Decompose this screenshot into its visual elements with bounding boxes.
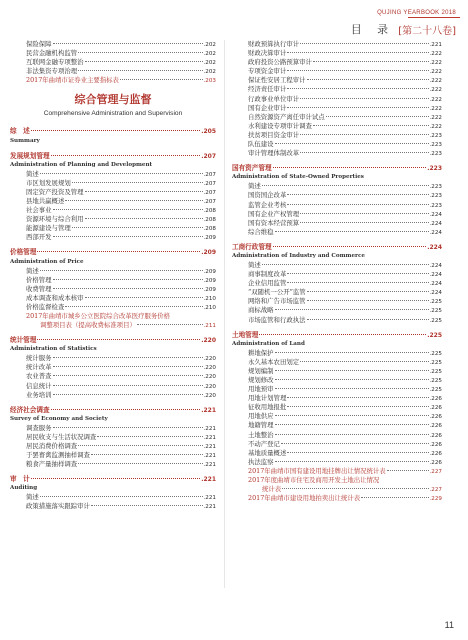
toc-entry[interactable] — [232, 358, 442, 367]
section-en: Administration of Statistics — [10, 346, 97, 353]
entry-page: .221 — [429, 42, 442, 48]
entry-label: 农业普查 — [26, 372, 52, 381]
entry-page: .208 — [203, 208, 216, 215]
toc-entry[interactable] — [10, 433, 216, 442]
entry-label: 水利建设专项审计调查 — [248, 121, 312, 130]
entry-page: .203 — [203, 78, 216, 85]
toc-entry-table[interactable] — [10, 312, 216, 321]
entry-page: .221 — [203, 434, 216, 441]
entry-page: .222 — [429, 114, 442, 121]
entry-page: .209 — [203, 235, 216, 242]
entry-label: 综合维稳 — [248, 227, 274, 236]
entry-label: 行政事业单位审计 — [248, 94, 300, 103]
toc-entry[interactable] — [232, 140, 442, 149]
entry-label: 市区划发展规划 — [26, 178, 71, 187]
tudi-list — [232, 349, 442, 467]
entry-label: 执法监察 — [248, 457, 274, 466]
column-divider — [224, 40, 225, 588]
toc-entry[interactable] — [10, 58, 216, 67]
entry-label: 居民消费价格调查 — [26, 442, 78, 450]
toc-entry-table[interactable] — [232, 476, 442, 485]
toc-entry[interactable] — [232, 58, 442, 67]
entry-label: 2017年度曲靖市住宅及商用开发土地出让情况 — [248, 476, 380, 485]
fazhan-list — [10, 170, 216, 243]
entry-label: 固定资产投资及管理 — [26, 187, 84, 196]
section-en: Administration of Industry and Commerce — [232, 252, 365, 259]
entry-page: .210 — [203, 295, 216, 302]
toc-entry[interactable] — [232, 201, 442, 210]
toc-entry[interactable] — [232, 149, 442, 158]
toc-entry[interactable] — [10, 179, 216, 188]
toc-entry[interactable] — [10, 224, 216, 233]
entry-page: .223 — [429, 132, 442, 139]
entry-page: .209 — [203, 277, 216, 284]
entry-page: .222 — [429, 78, 442, 85]
section-en: Administration of Land — [232, 340, 305, 347]
section-page: .225 — [427, 331, 442, 339]
entry-page: .223 — [429, 184, 442, 191]
entry-page: .222 — [429, 105, 442, 112]
entry-page: .223 — [429, 193, 442, 200]
entry-page: .227 — [429, 468, 442, 475]
entry-page: .223 — [429, 202, 442, 209]
section-label: 审 计 — [10, 475, 30, 484]
toc-entry[interactable] — [10, 67, 216, 76]
section-label: 工商行政管理 — [232, 242, 272, 251]
section-label: 国有资产管理 — [232, 164, 272, 173]
toc-section-zongshu[interactable] — [10, 127, 216, 136]
toc-entry[interactable] — [10, 197, 216, 206]
section-en: Auditing — [10, 485, 38, 492]
section-en: Summary — [10, 137, 40, 144]
entry-page: .225 — [429, 387, 442, 394]
entry-label: 简述 — [248, 182, 261, 191]
entry-page: .207 — [203, 171, 216, 178]
section-en: Administration of State-Owned Properties — [232, 174, 364, 181]
toc-entry[interactable] — [10, 170, 216, 179]
entry-page: .221 — [203, 504, 216, 511]
entry-label: 统计表 — [262, 485, 282, 494]
toc-entry[interactable] — [232, 385, 442, 394]
toc-section-shenji[interactable] — [10, 475, 216, 484]
entry-label: 不动产登记 — [248, 439, 280, 448]
header-rule — [408, 17, 460, 18]
section-page: .207 — [201, 152, 216, 160]
entry-label: 基地质量概述 — [248, 448, 287, 457]
entry-page: .202 — [203, 42, 216, 48]
entry-label: “双随机一公开”监管 — [248, 288, 306, 297]
entry-label: 地籍管理 — [248, 421, 274, 430]
entry-page: .226 — [429, 432, 442, 439]
entry-page: .222 — [429, 51, 442, 58]
tongji-list — [10, 354, 216, 399]
entry-page: .223 — [429, 151, 442, 158]
entry-label: 征收用地报批 — [248, 403, 287, 412]
entry-page: .224 — [429, 211, 442, 218]
entry-label: 简述 — [26, 169, 39, 178]
entry-label: 政府投资公路预算审计 — [248, 58, 312, 67]
toc-entry[interactable] — [232, 376, 442, 385]
entry-label: 2017年曲靖市证券业主要指标表 — [26, 76, 119, 85]
section-page: .221 — [201, 406, 216, 414]
entry-page: .220 — [203, 356, 216, 363]
toc-section-tudi[interactable] — [232, 331, 442, 340]
entry-page: .226 — [429, 405, 442, 412]
toc-right-column — [232, 40, 442, 503]
entry-label: 非法集资专项治理 — [26, 67, 78, 76]
entry-label: 用地预审 — [248, 385, 274, 394]
entry-label: 审计管理体制改革 — [248, 149, 300, 158]
entry-label: 2017年曲靖市城乡公立医院综合改革医疗服务价格 — [26, 311, 171, 320]
entry-page: .226 — [429, 396, 442, 403]
entry-label: 用地供应 — [248, 412, 274, 421]
entry-label: 业务培训 — [26, 390, 52, 399]
entry-page: .209 — [203, 268, 216, 275]
entry-page: .221 — [203, 495, 216, 502]
toc-entry[interactable] — [232, 191, 442, 200]
entry-label: 于罢畜禽监测抽样调查 — [26, 451, 90, 460]
gongshang-list — [232, 261, 442, 325]
section-en: Administration of Planning and Development — [10, 161, 153, 168]
entry-label: 互联网金融专项整治 — [26, 58, 84, 67]
entry-label: 网络和广告市场监管 — [248, 297, 306, 306]
toc-entry[interactable] — [232, 228, 442, 237]
toc-entry[interactable] — [10, 294, 216, 303]
entry-label: 队伍建设 — [248, 140, 274, 149]
entry-page: .221 — [203, 453, 216, 460]
entry-page: .229 — [429, 496, 442, 503]
toc-entry[interactable] — [232, 261, 442, 270]
entry-page: .225 — [429, 299, 442, 306]
jiage-list — [10, 267, 216, 312]
entry-label: 规划编制 — [248, 366, 274, 375]
toc-entry[interactable] — [232, 85, 442, 94]
toc-left-column — [10, 40, 216, 512]
entry-page: .220 — [203, 374, 216, 381]
contents-label: 目 录 — [350, 23, 395, 36]
entry-page: .226 — [429, 450, 442, 457]
entry-page: .207 — [203, 180, 216, 187]
entry-label: 居民收支与生活状况调查 — [26, 432, 97, 441]
section-label: 发展规划管理 — [10, 151, 50, 160]
toc-entry-table[interactable] — [232, 467, 442, 476]
entry-label: 政策措施落实跟踪审计 — [26, 502, 90, 511]
toc-entry[interactable] — [10, 382, 216, 391]
entry-page: .224 — [429, 281, 442, 288]
toc-entry[interactable] — [232, 458, 442, 467]
section-title: 综合管理与监督 — [74, 93, 152, 107]
toc-entry[interactable] — [232, 67, 442, 76]
entry-page: .221 — [203, 444, 216, 450]
toc-entry[interactable] — [232, 316, 442, 325]
toc-entry[interactable] — [232, 40, 442, 49]
section-label: 综 述 — [10, 127, 30, 136]
entry-page: .222 — [429, 69, 442, 76]
section-page: .221 — [201, 476, 216, 484]
entry-page: .226 — [429, 414, 442, 421]
entry-page: .220 — [203, 365, 216, 372]
entry-label: 用地计划管理 — [248, 394, 287, 403]
entry-label: 西部开发 — [26, 233, 52, 242]
entry-page: .226 — [429, 459, 442, 466]
entry-page: .221 — [203, 425, 216, 432]
entry-page: .222 — [429, 87, 442, 94]
entry-label: 社会事业 — [26, 206, 52, 215]
toc-entry[interactable] — [232, 270, 442, 279]
entry-page: .224 — [429, 220, 442, 227]
entry-label: 简述 — [248, 260, 261, 269]
entry-page: .227 — [429, 487, 442, 494]
entry-label: 价格监督检查 — [26, 302, 65, 311]
entry-page: .202 — [203, 51, 216, 58]
section-label: 土地管理 — [232, 330, 259, 339]
entry-label: 信息统计 — [26, 381, 52, 390]
toc-entry[interactable] — [10, 460, 216, 469]
entry-label: 成本调查和成本核审 — [26, 293, 84, 302]
entry-page: .222 — [429, 123, 442, 130]
toc-entry[interactable] — [10, 502, 216, 511]
toc-entry[interactable] — [232, 431, 442, 440]
entry-label: 监管企业考核 — [248, 200, 287, 209]
entry-label: 企业信用监管 — [248, 279, 287, 288]
toc-entry[interactable] — [10, 215, 216, 224]
entry-label: 国有资本经营预算 — [248, 218, 300, 227]
entry-label: 民营金融机构监管 — [26, 49, 78, 58]
toc-entry[interactable] — [232, 367, 442, 376]
entry-label: 财政预算执行审计 — [248, 40, 300, 48]
toc-entry[interactable] — [232, 210, 442, 219]
section-page: .220 — [201, 337, 216, 345]
entry-label: 简述 — [26, 266, 39, 275]
toc-entry[interactable] — [10, 267, 216, 276]
toc-section-jiage[interactable] — [10, 248, 216, 257]
toc-entry[interactable] — [232, 288, 442, 297]
entry-label: 能源建设与管理 — [26, 224, 71, 233]
section-page: .224 — [427, 243, 442, 251]
jingji-list — [10, 424, 216, 469]
entry-label: 商标战略 — [248, 306, 274, 315]
toc-section-gongshang[interactable] — [232, 243, 442, 252]
entry-label: 统计改革 — [26, 363, 52, 372]
entry-label: 2017年曲靖市国有建设用地挂牌出让情况统计表 — [248, 466, 386, 475]
page-number: 11 — [444, 620, 454, 630]
toc-entry[interactable] — [10, 303, 216, 312]
toc-entry[interactable] — [10, 76, 216, 85]
entry-page: .222 — [429, 96, 442, 103]
toc-entry[interactable] — [232, 440, 442, 449]
entry-label: 价格管理 — [26, 275, 52, 284]
toc-entry-table-cont[interactable] — [232, 485, 442, 494]
entry-page: .225 — [429, 317, 442, 324]
toc-section-tongji[interactable] — [10, 336, 216, 345]
toc-entry[interactable] — [10, 49, 216, 58]
entry-label: 保险保障 — [26, 40, 52, 48]
toc-section-guoyou[interactable] — [232, 164, 442, 173]
toc-entry[interactable] — [232, 306, 442, 315]
yearbook-label: QUJING YEARBOOK 2018 — [377, 10, 456, 16]
entry-label: 收费管理 — [26, 284, 52, 293]
toc-entry[interactable] — [232, 421, 442, 430]
entry-page: .208 — [203, 217, 216, 224]
entry-page: .222 — [429, 60, 442, 67]
toc-entry[interactable] — [232, 113, 442, 122]
entry-label: 规划修改 — [248, 376, 274, 384]
entry-page: .209 — [203, 286, 216, 293]
entry-page: .210 — [203, 304, 216, 311]
entry-label: 国有企业产权管理 — [248, 209, 300, 218]
entry-page: .225 — [429, 350, 442, 357]
entry-label: 县地共赢概述 — [26, 196, 65, 205]
entry-label: 国资国企改革 — [248, 191, 287, 200]
entry-page: .226 — [429, 423, 442, 430]
toc-entry[interactable] — [232, 49, 442, 58]
section-label: 经济社会调查 — [10, 405, 50, 414]
entry-page: .202 — [203, 69, 216, 76]
entry-page: .224 — [429, 272, 442, 279]
section-title-en: Comprehensive Administration and Supervision — [43, 110, 183, 118]
entry-label: 财政决算审计 — [248, 49, 287, 58]
toc-entry[interactable] — [10, 40, 216, 49]
right-top-list — [232, 40, 442, 158]
toc-entry[interactable] — [10, 442, 216, 451]
entry-label: 粮食产量抽样调查 — [26, 460, 78, 469]
section-en: Administration of Price — [10, 258, 84, 265]
toc-entry-table-cont[interactable] — [10, 321, 216, 330]
entry-label: 2017年曲靖市建设用地拍卖出让统计表 — [248, 494, 361, 503]
toc-entry[interactable] — [10, 354, 216, 363]
toc-entry[interactable] — [10, 233, 216, 242]
toc-entry[interactable] — [232, 122, 442, 131]
toc-entry[interactable] — [232, 403, 442, 412]
shenji-list — [10, 493, 216, 511]
entry-page: .224 — [429, 290, 442, 297]
entry-page: .223 — [429, 142, 442, 149]
entry-label: 土地整治 — [248, 430, 274, 439]
section-page: .223 — [427, 165, 442, 173]
entry-page: .224 — [429, 229, 442, 236]
entry-page: .202 — [203, 60, 216, 67]
entry-label: 市场监管和行政执法 — [248, 315, 306, 324]
toc-entry[interactable] — [10, 285, 216, 294]
toc-entry[interactable] — [232, 131, 442, 140]
toc-entry[interactable] — [10, 424, 216, 433]
toc-entry[interactable] — [232, 219, 442, 228]
entry-page: .225 — [429, 359, 442, 366]
toc-entry-table[interactable] — [232, 494, 442, 503]
toc-entry[interactable] — [10, 206, 216, 215]
entry-label: 商事制度改革 — [248, 270, 287, 279]
entry-label: 调整项目表（提高收费标准项目） — [40, 321, 136, 330]
toc-entry[interactable] — [10, 188, 216, 197]
entry-label: 扶贫项目资金审计 — [248, 130, 300, 139]
volume-label: [第二十八卷] — [398, 25, 456, 37]
toc-entry[interactable] — [10, 451, 216, 460]
toc-entry[interactable] — [232, 394, 442, 403]
entry-page: .211 — [203, 323, 216, 330]
section-label: 价格管理 — [10, 248, 37, 257]
entry-page: .221 — [203, 462, 216, 469]
entry-label: 国有企业审计 — [248, 103, 287, 112]
toc-entry[interactable] — [232, 449, 442, 458]
toc-section-jingji[interactable] — [10, 406, 216, 415]
toc-entry[interactable] — [232, 279, 442, 288]
entry-label: 调查服务 — [26, 423, 52, 432]
section-page: .205 — [201, 128, 216, 136]
entry-label: 统计服务 — [26, 354, 52, 363]
section-en: Survey of Economy and Society — [10, 415, 108, 422]
entry-label: 自然资源资产离任审计试点 — [248, 112, 325, 121]
entry-label: 耕地保护 — [248, 348, 274, 357]
entry-page: .220 — [203, 392, 216, 399]
entry-page: .224 — [429, 262, 442, 269]
section-page: .209 — [201, 249, 216, 257]
guoyou-list — [232, 182, 442, 237]
toc-entry[interactable] — [10, 372, 216, 381]
entry-label: 保证性安居工程审计 — [248, 76, 306, 85]
entry-label: 永久基本农田划定 — [248, 357, 300, 366]
entry-page: .225 — [429, 378, 442, 384]
toc-entry[interactable] — [232, 349, 442, 358]
toc-entry[interactable] — [10, 276, 216, 285]
section-label: 统计管理 — [10, 336, 37, 345]
entry-page: .225 — [429, 368, 442, 375]
entry-label: 经济责任审计 — [248, 85, 287, 94]
entry-page: .208 — [203, 226, 216, 233]
toc-entry[interactable] — [10, 391, 216, 400]
toc-entry[interactable] — [232, 104, 442, 113]
entry-label: 资源环境与综合利用 — [26, 215, 84, 224]
entry-page: .220 — [203, 383, 216, 390]
entry-page: .226 — [429, 441, 442, 448]
entry-page: .207 — [203, 189, 216, 196]
entry-page: .225 — [429, 308, 442, 315]
entry-page: .207 — [203, 198, 216, 205]
entry-label: 简述 — [26, 493, 39, 502]
toc-section-fazhan[interactable] — [10, 152, 216, 161]
header-title — [351, 21, 456, 37]
left-top-list — [10, 40, 216, 85]
entry-label: 专项资金审计 — [248, 67, 287, 76]
toc-entry[interactable] — [232, 95, 442, 104]
